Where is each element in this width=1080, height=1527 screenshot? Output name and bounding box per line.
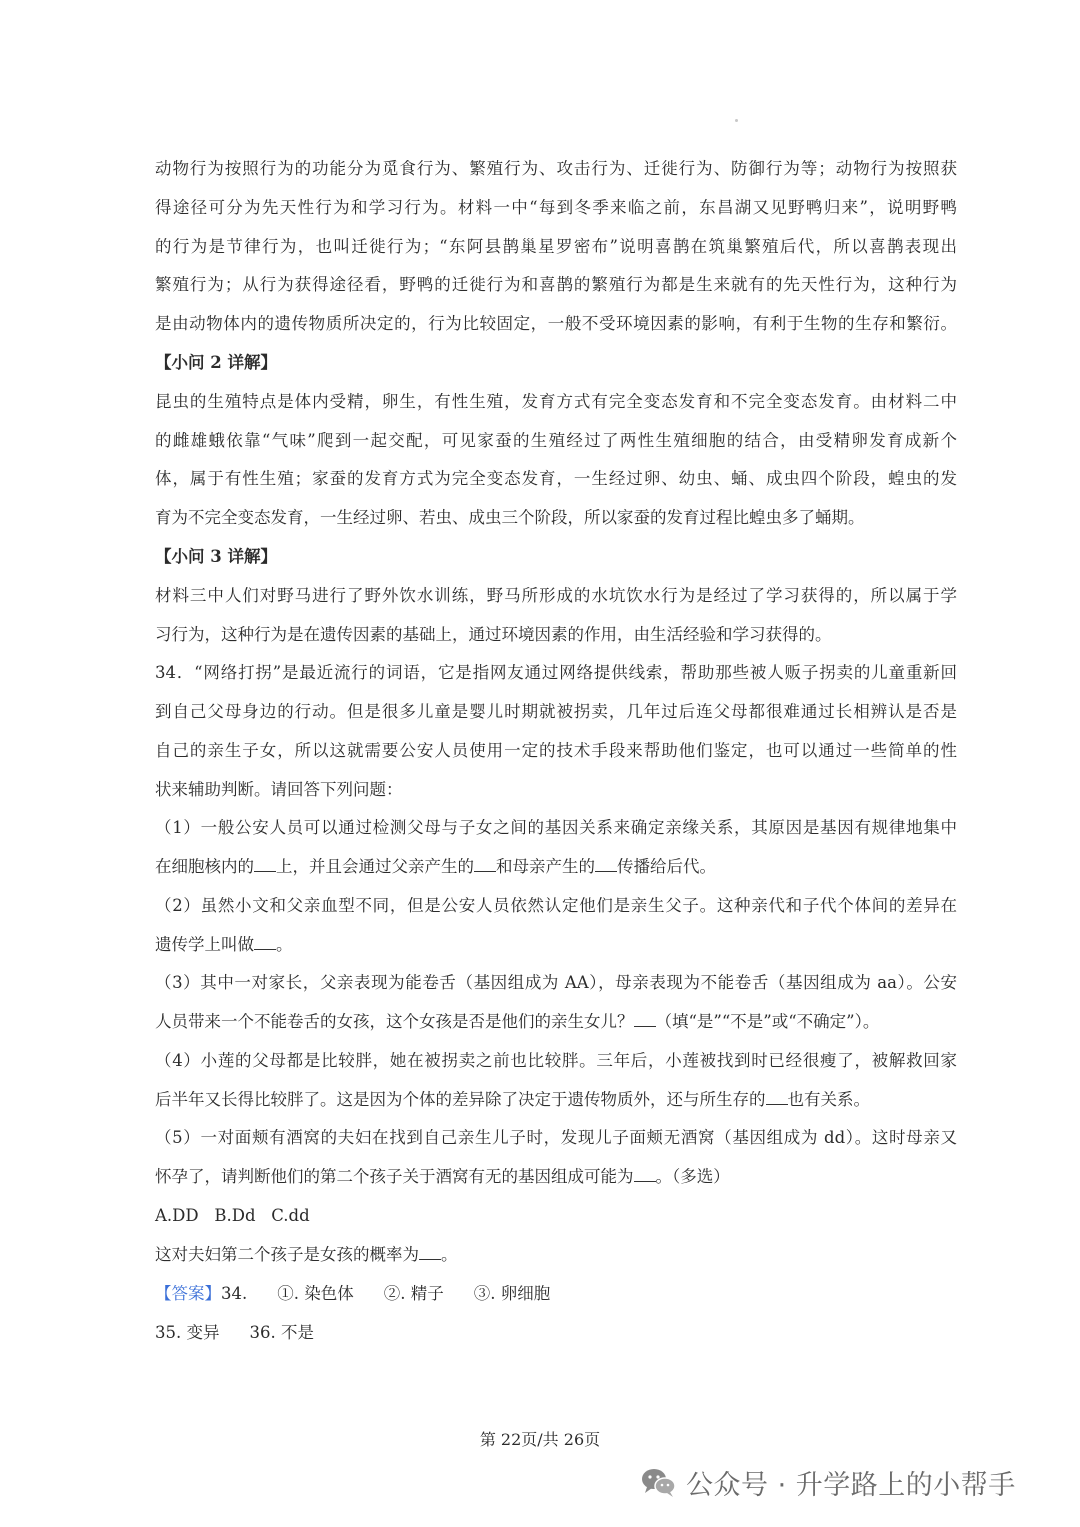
paragraph-line: 得途径可分为先天性行为和学习行为。材料一中“每到冬季来临之前，东昌湖又见野鸭归来”，说明野鸭 <box>155 198 957 217</box>
text-segment: 。 <box>441 1245 458 1264</box>
text-segment: 。（多选） <box>655 1167 730 1186</box>
options-line: A.DD B.Dd C.dd <box>155 1206 310 1225</box>
text-segment: 传播给后代。 <box>617 857 716 876</box>
answer-blank <box>634 1166 656 1182</box>
subquestion-line <box>155 1166 730 1188</box>
question-line: 34．“网络打拐”是最近流行的词语，它是指网友通过网络提供线索，帮助那些被人贩子拐卖的儿童重新回 <box>155 663 957 682</box>
paragraph-line: 的雌雄蛾依靠“气味”爬到一起交配，可见家蚕的生殖经过了两性生殖细胞的结合，由受精卵发育成新个 <box>155 431 957 450</box>
subquestion-line <box>155 934 293 956</box>
answer-line <box>155 1322 314 1344</box>
question-line: 到自己父母身边的行动。但是很多儿童是婴儿时期就被拐卖，几年过后连父母都很难通过长相辨认是否是 <box>155 702 957 721</box>
subquestion-line: （5）一对面颊有酒窝的夫妇在找到自己亲生儿子时，发现儿子面颊无酒窝（基因组成为 dd）。这时母亲又 <box>155 1128 957 1147</box>
answer-blank <box>595 856 617 872</box>
page-number: 第 22页/共 26页 <box>479 1430 601 1449</box>
paragraph-line: 习行为，这种行为是在遗传因素的基础上，通过环境因素的作用，由生活经验和学习获得的。 <box>155 625 832 644</box>
paragraph-line: 繁殖行为；从行为获得途径看，野鸭的迁徙行为和喜鹊的繁殖行为都是生来就有的先天性行为，这种行为 <box>155 275 957 294</box>
text-segment: 人员带来一个不能卷舌的女孩，这个女孩是否是他们的亲生女儿？ <box>155 1012 634 1031</box>
text-segment: 遗传学上叫做 <box>155 935 254 954</box>
answer-item: 36. 不是 <box>249 1323 314 1342</box>
text-segment: 也有关系。 <box>787 1090 870 1109</box>
subquestion-line: （2）虽然小文和父亲血型不同，但是公安人员依然认定他们是亲生父子。这种亲代和子代个体间的差异在 <box>155 896 957 915</box>
subquestion-line <box>155 1089 870 1111</box>
answer-blank <box>419 1244 441 1260</box>
answer-tag: 【答案】 <box>155 1284 221 1303</box>
answer-line <box>155 1283 550 1305</box>
answer-item: 35. 变异 <box>155 1323 220 1342</box>
text-segment: 上，并且会通过父亲产生的 <box>276 857 474 876</box>
paragraph-line: 的行为是节律行为，也叫迁徙行为；“东阿县鹊巢星罗密布”说明喜鹊在筑巢繁殖后代，所以喜鹊表现出 <box>155 237 957 256</box>
text-segment: （填“是”“不是”或“不确定”）。 <box>655 1012 880 1031</box>
subquestion-line <box>155 856 716 878</box>
answer-blank <box>766 1089 788 1105</box>
answer-blank <box>254 934 276 950</box>
answer-item: ②. 精子 <box>383 1284 444 1303</box>
text-segment: 。 <box>276 935 293 954</box>
watermark-text: 公众号 · 升学路上的小帮手 <box>686 1469 1016 1501</box>
scan-speck <box>735 119 738 122</box>
paragraph-line: 昆虫的生殖特点是体内受精，卵生，有性生殖，发育方式有完全变态发育和不完全变态发育。由材料二中 <box>155 392 957 411</box>
question-line: 状来辅助判断。请回答下列问题： <box>155 780 403 799</box>
paragraph-line: 体，属于有性生殖；家蚕的发育方式为完全变态发育，一生经过卵、幼虫、蛹、成虫四个阶段，蝗虫的发 <box>155 469 957 488</box>
answer-item: ③. 卵细胞 <box>473 1284 551 1303</box>
paragraph-line: 是由动物体内的遗传物质所决定的，行为比较固定，一般不受环境因素的影响，有利于生物的生存和繁衍。 <box>155 314 957 333</box>
text-segment: 和母亲产生的 <box>496 857 595 876</box>
answer-blank <box>474 856 496 872</box>
question-line: 自己的亲生子女，所以这就需要公安人员使用一定的技术手段来帮助他们鉴定，也可以通过一些简单的性 <box>155 741 957 760</box>
subquestion-line <box>155 1244 458 1266</box>
text-segment: 这对夫妇第二个孩子是女孩的概率为 <box>155 1245 419 1264</box>
section-heading: 【小问 3 详解】 <box>155 547 277 566</box>
text-segment: 怀孕了，请判断他们的第二个孩子关于酒窝有无的基因组成可能为 <box>155 1167 634 1186</box>
answer-blank <box>634 1011 656 1027</box>
subquestion-line <box>155 1011 879 1033</box>
text-segment: 后半年又长得比较胖了。这是因为个体的差异除了决定于遗传物质外，还与所生存的 <box>155 1090 766 1109</box>
answer-item: ①. 染色体 <box>277 1284 354 1303</box>
subquestion-line: （1）一般公安人员可以通过检测父母与子女之间的基因关系来确定亲缘关系，其原因是基因有规律地集中 <box>155 818 957 837</box>
paragraph-line: 动物行为按照行为的功能分为觅食行为、繁殖行为、攻击行为、迁徙行为、防御行为等；动物行为按照获 <box>155 159 957 178</box>
watermark <box>640 1460 1016 1504</box>
text-segment: 在细胞核内的 <box>155 857 254 876</box>
answer-blank <box>254 856 276 872</box>
paragraph-line: 材料三中人们对野马进行了野外饮水训练，野马所形成的水坑饮水行为是经过了学习获得的，所以属于学 <box>155 586 957 605</box>
paragraph-line: 育为不完全变态发育，一生经过卵、若虫、成虫三个阶段，所以家蚕的发育过程比蝗虫多了蛹期。 <box>155 508 865 527</box>
wechat-icon <box>640 1466 676 1498</box>
subquestion-line: （4）小莲的父母都是比较胖，她在被拐卖之前也比较胖。三年后，小莲被找到时已经很瘦了，被解救回家 <box>155 1051 957 1070</box>
section-heading: 【小问 2 详解】 <box>155 353 277 372</box>
answer-number: 34. <box>221 1284 248 1303</box>
subquestion-line: （3）其中一对家长，父亲表现为能卷舌（基因组成为 AA），母亲表现为不能卷舌（基因组成为 aa）。公安 <box>155 973 957 992</box>
